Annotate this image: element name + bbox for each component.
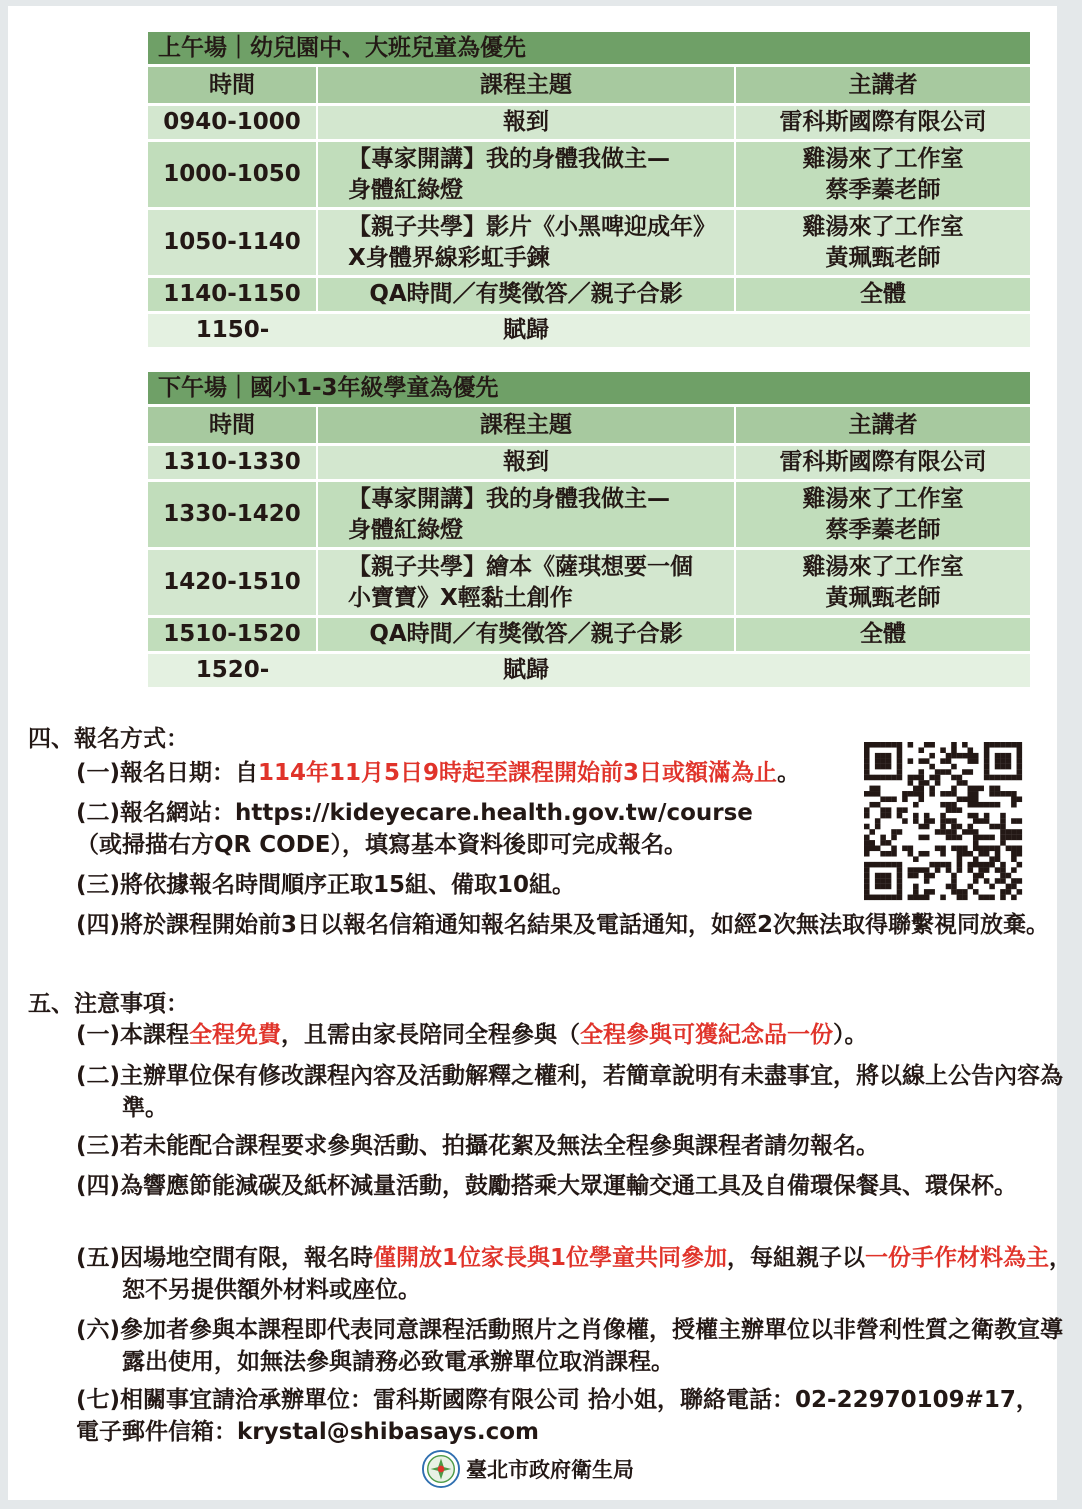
topic-line: 小寶寶》X輕黏土創作: [348, 584, 573, 611]
row-speaker: 雷科斯國際有限公司: [735, 105, 1030, 141]
row-topic: QA時間／有獎徵答／親子合影: [317, 277, 735, 313]
row-topic: 報到: [317, 445, 735, 481]
topic-line: 【親子共學】影片《小黑啤迎成年》: [348, 213, 716, 240]
speaker-line: 雞湯來了工作室: [802, 485, 964, 512]
morning-schedule-table: [148, 32, 1030, 350]
topic-line: 【專家開講】我的身體我做主—: [348, 485, 670, 512]
footer-org-name: 臺北市政府衛生局: [466, 1458, 634, 1482]
end-time: 1150-: [148, 313, 317, 349]
afternoon-session-title: 下午場｜國小1-3年級學童為優先: [148, 372, 1030, 406]
speaker-line: 雞湯來了工作室: [802, 145, 964, 172]
notes-item-4: (四)為響應節能減碳及紙杯減量活動，鼓勵搭乘大眾運輸交通工具及自備環保餐具、環保杯。: [76, 1173, 1018, 1199]
table-end-row: [148, 313, 1030, 349]
table-row: [148, 481, 1030, 549]
signup-heading: 四、報名方式：: [28, 726, 189, 752]
row-speaker: 全體: [735, 277, 1030, 313]
speaker-line: 雞湯來了工作室: [802, 553, 964, 580]
afternoon-schedule-table: [148, 372, 1030, 690]
table-end-row: [148, 653, 1030, 689]
row-topic: [317, 481, 735, 549]
text-span: (一)報名日期：自: [76, 760, 259, 786]
highlight-text: 114年11月5日9時起至課程開始前3日或額滿為止: [258, 760, 778, 786]
topic-line: 身體紅綠燈: [348, 516, 463, 543]
row-time: 1330-1420: [148, 481, 317, 549]
table-row: [148, 209, 1030, 277]
speaker-line: 雞湯來了工作室: [802, 213, 964, 240]
text-span: ，且需由家長陪同全程參與（: [281, 1022, 581, 1048]
row-topic: [317, 141, 735, 209]
row-topic: [317, 209, 735, 277]
highlight-text: 全程免費: [189, 1022, 282, 1048]
text-span: (五)因場地空間有限，報名時: [76, 1245, 374, 1271]
header-topic: 課程主題: [317, 406, 735, 445]
row-time: 1310-1330: [148, 445, 317, 481]
contact-email[interactable]: 電子郵件信箱：krystal@shibasays.com: [76, 1419, 539, 1445]
text-span: ，恕不另提供額外材料或座位。: [122, 1245, 1073, 1303]
notes-item-3: (三)若未能配合課程要求參與活動、拍攝花絮及無法全程參與課程者請勿報名。: [76, 1133, 880, 1159]
notes-item-7: [76, 1384, 1082, 1448]
signup-item-4: (四)將於課程開始前3日以報名信箱通知報名結果及電話通知，如經2次無法取得聯繫視同放棄。: [76, 912, 1050, 938]
notes-item-5: [76, 1242, 1082, 1306]
end-time: 1520-: [148, 653, 317, 689]
notes-item-6: (六)參加者參與本課程即代表同意課程活動照片之肖像權，授權主辦單位以非營利性質之衛教宣導露出使用，如無法參與請務必致電承辦單位取消課程。: [76, 1317, 1064, 1375]
notes-item-1: [76, 1019, 1082, 1051]
row-speaker: [735, 481, 1030, 549]
highlight-text: 一份手作材料為主: [865, 1245, 1050, 1271]
table-row: [148, 617, 1030, 653]
row-time: 1140-1150: [148, 277, 317, 313]
qr-code[interactable]: [864, 742, 1022, 900]
speaker-line: 蔡季蓁老師: [825, 176, 941, 203]
row-time: 0940-1000: [148, 105, 317, 141]
end-label: 賦歸: [317, 313, 735, 349]
row-time: 1000-1050: [148, 141, 317, 209]
speaker-line: 黃珮甄老師: [825, 244, 941, 271]
text-span: (七)相關事宜請洽承辦單位：雷科斯國際有限公司 拾小姐，聯絡電話：02-22970109#17，: [76, 1387, 1039, 1413]
row-speaker: [735, 549, 1030, 617]
table-row: [148, 105, 1030, 141]
signup-item-3: (三)將依據報名時間順序正取15組、備取10組。: [76, 872, 576, 898]
table-header-row: [148, 406, 1030, 445]
table-row: [148, 445, 1030, 481]
text-span: （或掃描右方QR CODE），填寫基本資料後即可完成報名。: [76, 832, 688, 858]
row-speaker: 雷科斯國際有限公司: [735, 445, 1030, 481]
end-empty: [735, 313, 1030, 349]
table-title-row: [148, 372, 1030, 406]
header-speaker: 主講者: [735, 66, 1030, 105]
notes-heading: 五、注意事項：: [28, 991, 189, 1017]
table-header-row: [148, 66, 1030, 105]
end-empty: [735, 653, 1030, 689]
speaker-line: 黃珮甄老師: [825, 584, 941, 611]
table-row: [148, 549, 1030, 617]
highlight-text: 全程參與可獲紀念品一份: [580, 1022, 834, 1048]
row-topic: QA時間／有獎徵答／親子合影: [317, 617, 735, 653]
text-span: 。: [777, 760, 801, 786]
row-topic: [317, 549, 735, 617]
header-time: 時間: [148, 66, 317, 105]
row-time: 1050-1140: [148, 209, 317, 277]
highlight-text: 僅開放1位家長與1位學童共同參加: [373, 1245, 728, 1271]
end-label: 賦歸: [317, 653, 735, 689]
speaker-line: 蔡季蓁老師: [825, 516, 941, 543]
topic-line: 身體紅綠燈: [348, 176, 463, 203]
header-time: 時間: [148, 406, 317, 445]
topic-line: 【專家開講】我的身體我做主—: [348, 145, 670, 172]
text-span: ，每組親子以: [727, 1245, 866, 1271]
footer: [422, 1446, 634, 1492]
text-span: ）。: [833, 1022, 868, 1048]
health-bureau-logo-icon: [422, 1450, 460, 1488]
topic-line: 【親子共學】繪本《薩琪想要一個: [348, 553, 693, 580]
row-topic: 報到: [317, 105, 735, 141]
morning-session-title: 上午場｜幼兒園中、大班兒童為優先: [148, 32, 1030, 66]
row-time: 1510-1520: [148, 617, 317, 653]
header-speaker: 主講者: [735, 406, 1030, 445]
row-time: 1420-1510: [148, 549, 317, 617]
topic-line: X身體界線彩虹手鍊: [348, 244, 550, 271]
row-speaker: [735, 141, 1030, 209]
table-row: [148, 141, 1030, 209]
table-title-row: [148, 32, 1030, 66]
signup-website-link[interactable]: (二)報名網站：https://kideyecare.health.gov.tw/course: [76, 800, 753, 826]
text-span: (一)本課程: [76, 1022, 190, 1048]
header-topic: 課程主題: [317, 66, 735, 105]
notes-item-2: (二)主辦單位保有修改課程內容及活動解釋之權利，若簡章說明有未盡事宜，將以線上公告內容為準。: [76, 1063, 1064, 1121]
row-speaker: 全體: [735, 617, 1030, 653]
table-row: [148, 277, 1030, 313]
row-speaker: [735, 209, 1030, 277]
